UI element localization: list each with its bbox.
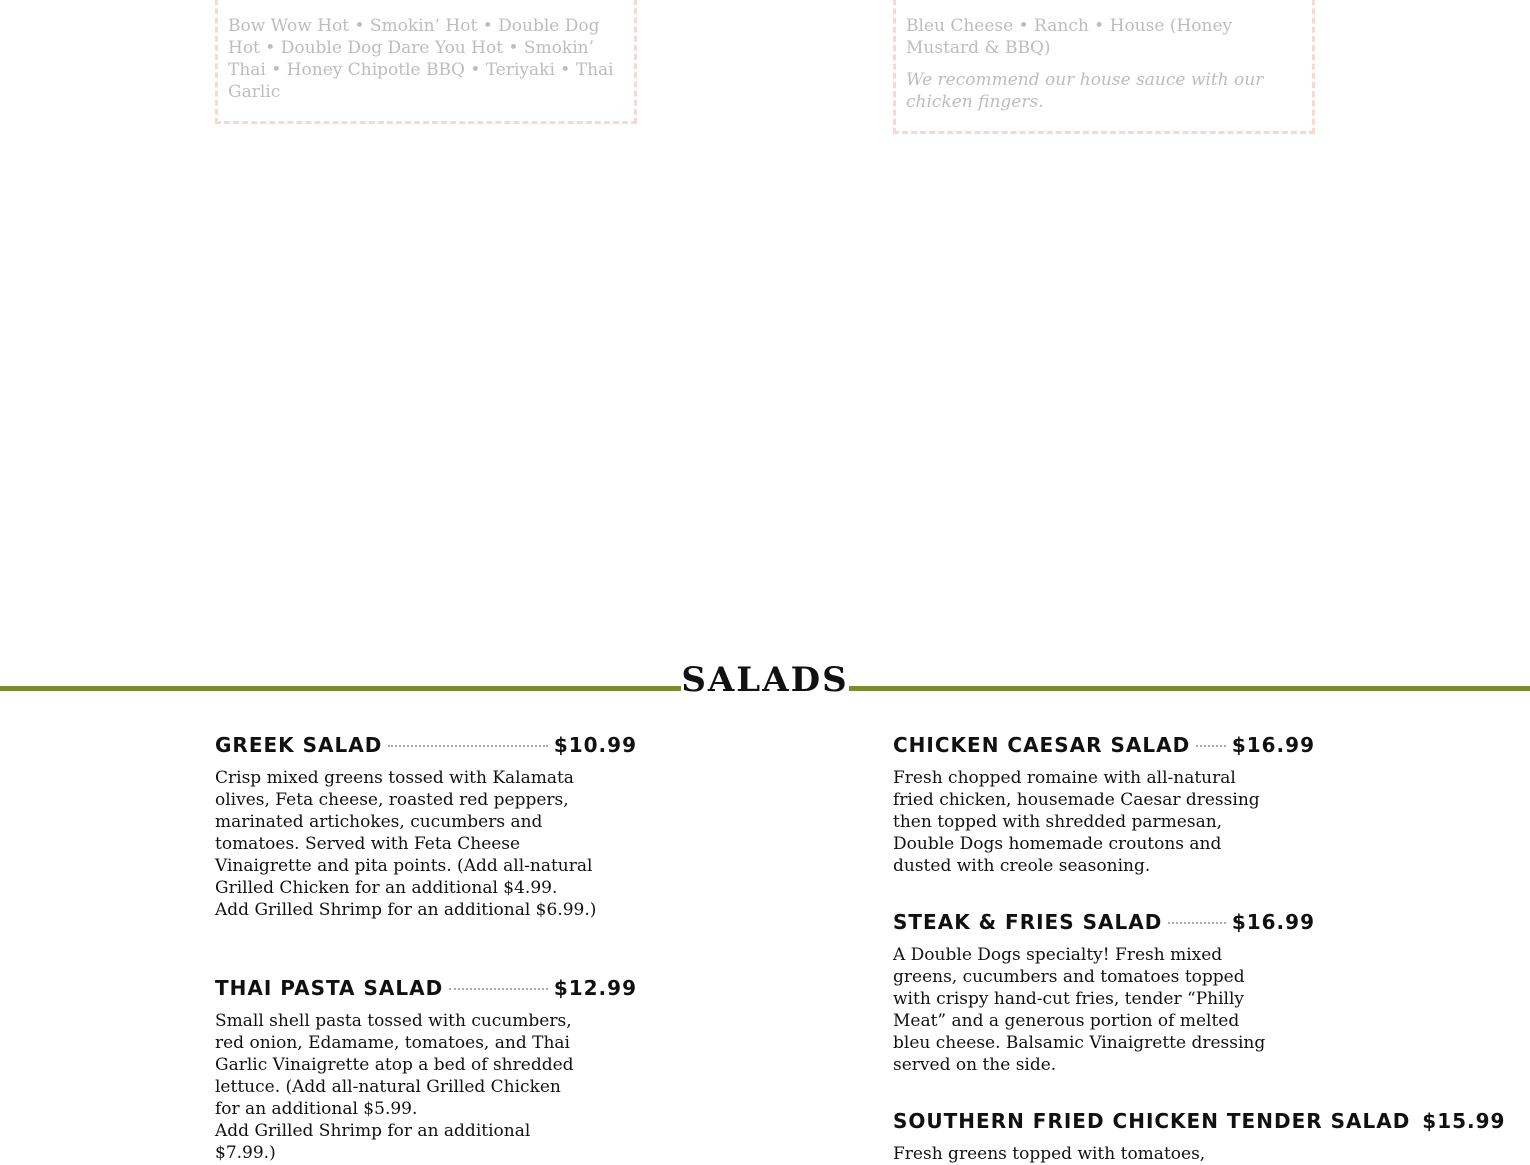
menu-item-name: SOUTHERN FRIED CHICKEN TENDER SALAD	[893, 1109, 1411, 1133]
menu-item-name: THAI PASTA SALAD	[215, 976, 444, 1000]
dipping-sauces-list: Bleu Cheese • Ranch • House (Honey Mustard & BBQ)	[906, 16, 1233, 58]
section-divider-left	[0, 686, 681, 691]
dipping-sauces-note: We recommend our house sauce with our chicken fingers.	[906, 70, 1264, 112]
menu-item-thai-pasta-salad	[215, 976, 637, 1164]
dot-leader	[388, 745, 548, 747]
menu-item-name: STEAK & FRIES SALAD	[893, 910, 1163, 934]
menu-item-name: GREEK SALAD	[215, 733, 383, 757]
section-divider-right	[849, 686, 1530, 691]
menu-item-steak-fries-salad	[893, 910, 1315, 1076]
menu-item-name: CHICKEN CAESAR SALAD	[893, 733, 1191, 757]
menu-item-description: Fresh greens topped with tomatoes,	[893, 1144, 1206, 1164]
menu-item-description: Fresh chopped romaine with all-natural fried chicken, housemade Caesar dressing then topped with shredded parmesan, Double Dogs homemade croutons and dusted with creole seasoning.	[893, 768, 1260, 876]
menu-item-chicken-caesar-salad	[893, 733, 1315, 877]
tossing-sauces-box	[215, 0, 637, 124]
menu-item-description: Small shell pasta tossed with cucumbers, red onion, Edamame, tomatoes, and Thai Garlic Vinaigrette atop a bed of shredded lettuce. (Add all-natural Grilled Chicken for an additional $5.99. Add Grilled Shrimp for an additional $7.99.)	[215, 1011, 574, 1163]
menu-item-price: $12.99	[553, 976, 637, 1000]
menu-item-description: Crisp mixed greens tossed with Kalamata olives, Feta cheese, roasted red peppers, marinated artichokes, cucumbers and tomatoes. Served with Feta Cheese Vinaigrette and pita points. (Add all-natural Grilled Chicken for an additional $4.99. Add Grilled Shrimp for an additional $6.99.)	[215, 768, 597, 920]
menu-item-price: $10.99	[553, 733, 637, 757]
tossing-sauces-list: Bow Wow Hot • Smokin’ Hot • Double Dog Hot • Double Dog Dare You Hot • Smokin’ Thai • Honey Chipotle BBQ • Teriyaki • Thai Garlic	[228, 16, 614, 102]
dot-leader	[449, 988, 548, 990]
menu-item-description: A Double Dogs specialty! Fresh mixed greens, cucumbers and tomatoes topped with crispy hand-cut fries, tender “Philly Meat” and a generous portion of melted bleu cheese. Balsamic Vinaigrette dressing served on the side.	[893, 945, 1266, 1075]
dipping-sauces-box	[893, 0, 1315, 134]
menu-item-price: $16.99	[1231, 910, 1315, 934]
menu-item-price: $15.99	[1422, 1109, 1506, 1133]
menu-item-southern-fried-chicken-tender-salad	[893, 1109, 1506, 1165]
dot-leader	[1196, 745, 1226, 747]
section-title: SALADS	[681, 660, 849, 700]
menu-item-greek-salad	[215, 733, 637, 921]
dot-leader	[1168, 922, 1226, 924]
menu-item-price: $16.99	[1231, 733, 1315, 757]
